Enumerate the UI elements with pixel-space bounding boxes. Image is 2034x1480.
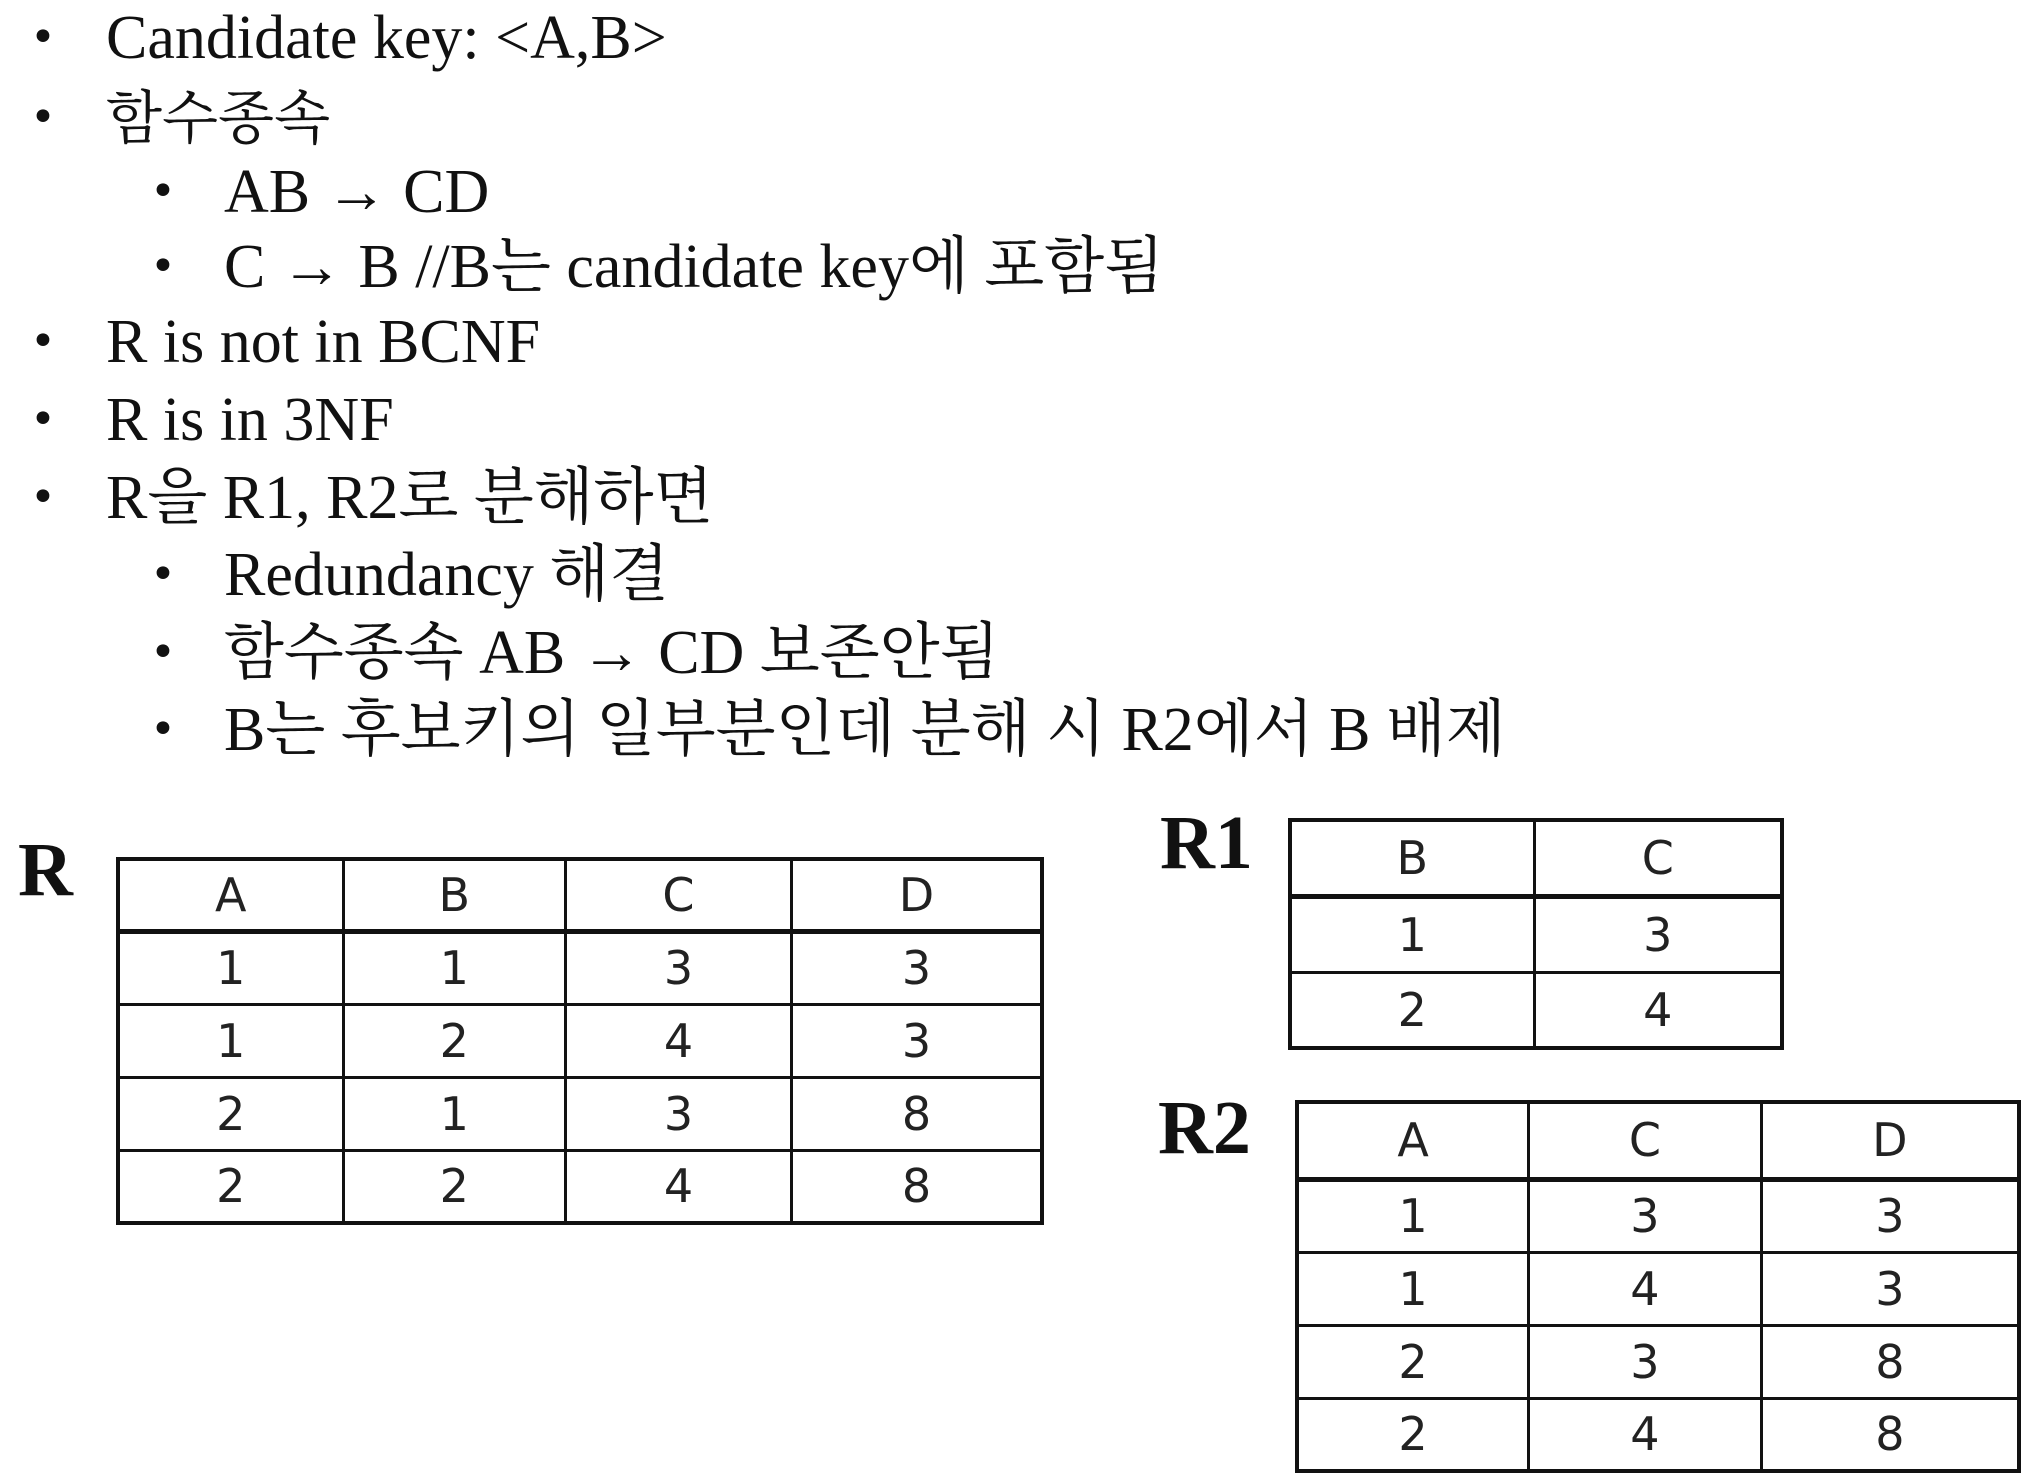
table-header-row (1290, 820, 1782, 896)
column-header: C (565, 859, 791, 931)
table-cell: 3 (1529, 1179, 1762, 1252)
table-cell: 8 (792, 1077, 1043, 1150)
table-cell: 1 (1297, 1179, 1529, 1252)
table-cell: 4 (565, 1004, 791, 1077)
bullet-dot: • (30, 472, 56, 523)
column-header: B (1290, 820, 1534, 896)
bullet-text: 함수종속 (106, 84, 331, 152)
table-cell: 1 (118, 931, 343, 1004)
table-cell: 8 (792, 1150, 1043, 1223)
table-cell: 1 (1290, 896, 1534, 972)
table-cell: 3 (1761, 1252, 2019, 1325)
table-cell: 2 (118, 1077, 343, 1150)
bullet-text: R is in 3NF (106, 386, 394, 454)
table-cell: 3 (1761, 1179, 2019, 1252)
table-r (116, 857, 1044, 1225)
table-row (1297, 1398, 2019, 1471)
table-cell: 2 (1297, 1398, 1529, 1471)
bullet-dot: • (30, 316, 56, 367)
table-cell: 1 (343, 931, 565, 1004)
table-cell: 3 (565, 931, 791, 1004)
table-r1 (1288, 818, 1784, 1050)
column-header: C (1534, 820, 1782, 896)
bullet-text: 함수종속 AB → CD 보존안됨 (224, 619, 1000, 687)
table-r1-title: R1 (1160, 801, 1253, 885)
table-cell: 2 (1290, 972, 1534, 1048)
bullet-text: B는 후보키의 일부분인데 분해 시 R2에서 B 배제 (224, 696, 1506, 764)
bullet-text: Redundancy 해결 (224, 541, 670, 609)
table-header-row (118, 859, 1042, 931)
table-row (1297, 1179, 2019, 1252)
table-cell: 2 (343, 1004, 565, 1077)
bullet-dot: • (150, 166, 176, 217)
table-cell: 2 (343, 1150, 565, 1223)
table-cell: 1 (1297, 1252, 1529, 1325)
bullet-dot: • (150, 241, 176, 292)
bullet-dot: • (150, 704, 176, 755)
table-cell: 8 (1761, 1325, 2019, 1398)
bullet-dot: • (150, 549, 176, 600)
table-cell: 4 (565, 1150, 791, 1223)
table-row (118, 931, 1042, 1004)
table-cell: 3 (792, 931, 1043, 1004)
table-cell: 4 (1529, 1398, 1762, 1471)
table-cell: 2 (1297, 1325, 1529, 1398)
column-header: A (118, 859, 343, 931)
table-r-title: R (18, 828, 73, 912)
table-cell: 1 (343, 1077, 565, 1150)
bullet-text: AB → CD (224, 158, 490, 226)
table-cell: 3 (1534, 896, 1782, 972)
bullet-text: R is not in BCNF (106, 308, 541, 376)
bullet-dot: • (150, 627, 176, 678)
table-cell: 3 (1529, 1325, 1762, 1398)
table-row (118, 1004, 1042, 1077)
bullet-text: C → B //B는 candidate key에 포함됨 (224, 233, 1165, 301)
table-row (1290, 972, 1782, 1048)
bullet-dot: • (30, 12, 56, 63)
table-row (118, 1077, 1042, 1150)
bullet-dot: • (30, 92, 56, 143)
column-header: D (792, 859, 1043, 931)
bullet-dot: • (30, 394, 56, 445)
column-header: C (1529, 1102, 1762, 1179)
table-row (1290, 896, 1782, 972)
column-header: D (1761, 1102, 2019, 1179)
table-cell: 8 (1761, 1398, 2019, 1471)
table-cell: 4 (1534, 972, 1782, 1048)
table-cell: 2 (118, 1150, 343, 1223)
table-cell: 1 (118, 1004, 343, 1077)
column-header: B (343, 859, 565, 931)
column-header: A (1297, 1102, 1529, 1179)
table-cell: 4 (1529, 1252, 1762, 1325)
table-row (118, 1150, 1042, 1223)
table-row (1297, 1325, 2019, 1398)
table-cell: 3 (565, 1077, 791, 1150)
table-r2 (1295, 1100, 2021, 1473)
table-cell: 3 (792, 1004, 1043, 1077)
bullet-text: R을 R1, R2로 분해하면 (106, 464, 714, 532)
table-header-row (1297, 1102, 2019, 1179)
bullet-text: Candidate key: <A,B> (106, 4, 667, 72)
table-row (1297, 1252, 2019, 1325)
table-r2-title: R2 (1158, 1086, 1251, 1170)
